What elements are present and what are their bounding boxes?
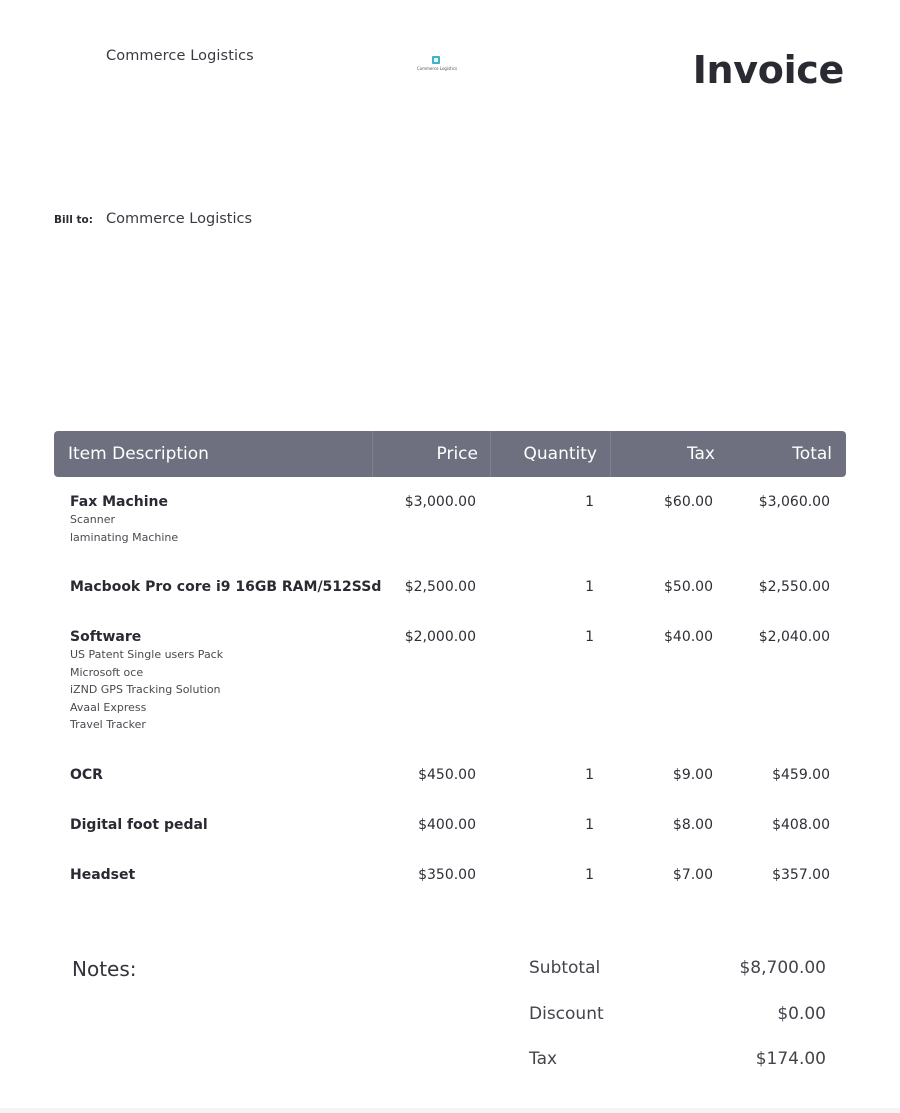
discount-label: Discount bbox=[529, 1004, 604, 1024]
table-header bbox=[54, 431, 846, 477]
item-price: $400.00 bbox=[418, 817, 476, 833]
notes-label: Notes: bbox=[72, 957, 137, 981]
logo-mark-icon bbox=[432, 56, 440, 64]
item-total: $459.00 bbox=[772, 767, 830, 783]
item-detail: Microsoft oce bbox=[70, 665, 144, 679]
item-description bbox=[70, 578, 381, 596]
item-quantity: 1 bbox=[585, 817, 594, 833]
logo-text: Commerce Logistics bbox=[416, 66, 458, 71]
item-tax: $7.00 bbox=[672, 867, 713, 883]
item-detail: Scanner bbox=[70, 513, 116, 526]
item-name: Macbook Pro core i9 16GB RAM/512SSd bbox=[70, 579, 382, 595]
page-bottom-edge bbox=[0, 1108, 900, 1113]
discount-value: $0.00 bbox=[777, 1004, 826, 1024]
column-header-description: Item Description bbox=[68, 444, 209, 464]
item-detail: Travel Tracker bbox=[70, 718, 146, 731]
item-total: $357.00 bbox=[772, 867, 830, 883]
item-name: OCR bbox=[70, 767, 103, 783]
subtotal-label: Subtotal bbox=[529, 958, 601, 978]
column-header-tax: Tax bbox=[686, 444, 715, 464]
item-tax: $8.00 bbox=[672, 817, 713, 833]
item-name: Digital foot pedal bbox=[70, 817, 208, 833]
item-name: Fax Machine bbox=[70, 494, 168, 510]
tax-summary-value: $174.00 bbox=[755, 1049, 826, 1069]
item-detail: Avaal Express bbox=[70, 700, 147, 714]
item-quantity: 1 bbox=[585, 767, 594, 783]
header-divider bbox=[610, 431, 611, 477]
item-total: $408.00 bbox=[772, 817, 830, 833]
column-header-total: Total bbox=[792, 444, 832, 464]
item-price: $2,500.00 bbox=[404, 579, 476, 595]
bill-to-value: Commerce Logistics bbox=[106, 211, 253, 227]
item-description bbox=[70, 628, 223, 734]
item-name: Software bbox=[70, 629, 142, 645]
item-price: $3,000.00 bbox=[404, 494, 476, 510]
item-detail: iZND GPS Tracking Solution bbox=[70, 683, 221, 696]
item-total: $3,060.00 bbox=[758, 494, 830, 510]
item-price: $2,000.00 bbox=[404, 629, 476, 645]
company-logo bbox=[411, 54, 463, 76]
bill-to-label: Bill to: bbox=[54, 214, 93, 226]
subtotal-value: $8,700.00 bbox=[739, 958, 826, 978]
item-quantity: 1 bbox=[585, 579, 594, 595]
invoice-title: Invoice bbox=[692, 48, 844, 92]
item-description bbox=[70, 866, 135, 884]
item-price: $450.00 bbox=[418, 767, 476, 783]
item-detail: US Patent Single users Pack bbox=[70, 648, 224, 661]
company-name: Commerce Logistics bbox=[106, 48, 254, 64]
item-total: $2,040.00 bbox=[758, 629, 830, 645]
item-total: $2,550.00 bbox=[758, 579, 830, 595]
column-header-quantity: Quantity bbox=[523, 444, 597, 464]
item-name: Headset bbox=[70, 867, 136, 883]
item-detail: laminating Machine bbox=[70, 530, 179, 544]
header-divider bbox=[490, 431, 491, 477]
item-tax: $9.00 bbox=[672, 767, 713, 783]
header-divider bbox=[372, 431, 373, 477]
item-description bbox=[70, 816, 208, 834]
item-quantity: 1 bbox=[585, 629, 594, 645]
item-quantity: 1 bbox=[585, 494, 594, 510]
item-tax: $50.00 bbox=[664, 579, 713, 595]
item-description bbox=[70, 493, 178, 546]
item-tax: $40.00 bbox=[664, 629, 713, 645]
tax-summary-label: Tax bbox=[529, 1049, 558, 1069]
column-header-price: Price bbox=[436, 444, 478, 464]
item-description bbox=[70, 766, 103, 784]
item-tax: $60.00 bbox=[664, 494, 713, 510]
item-quantity: 1 bbox=[585, 867, 594, 883]
item-price: $350.00 bbox=[418, 867, 476, 883]
